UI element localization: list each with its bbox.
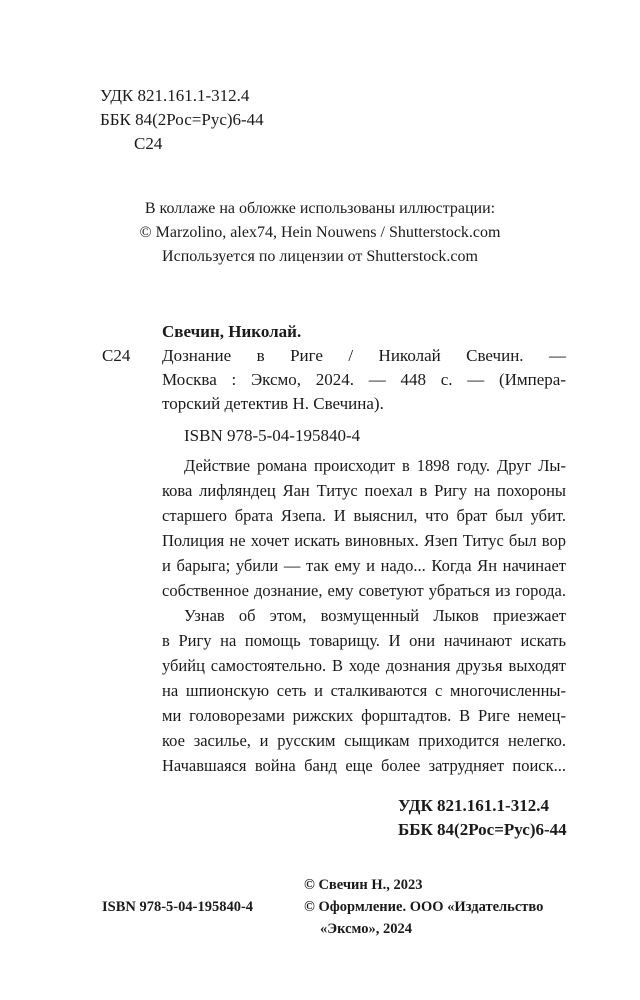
description-line-3: торский детектив Н. Свечина). (162, 394, 384, 413)
annotation-line: ми головорезами рижских форштадтов. В Риге немец- (162, 706, 566, 725)
isbn-line: ISBN 978-5-04-195840-4 (184, 426, 361, 445)
annotation-line: Начавшаяся война банд еще более затрудняет поиск... (162, 756, 566, 775)
footer-isbn: ISBN 978-5-04-195840-4 (102, 899, 254, 915)
annotation-line: собственное дознание, ему советуют убраться из города. (162, 581, 566, 600)
cover-credits-line-1: В коллаже на обложке использованы иллюстрации: (144, 200, 496, 217)
annotation-line: и барыга; убили — так ему и надо... Когда Ян начинает (162, 556, 566, 575)
bibliography-mark: С24 (102, 346, 131, 365)
annotation-line: убийц самостоятельно. В ходе дознания друзья выходят (162, 656, 566, 675)
annotation-line: на шпионскую сеть и сталкиваются с многочисленны- (162, 681, 566, 700)
annotation-line: Узнав об этом, возмущенный Лыков приезжает (184, 606, 566, 625)
copyright-design: © Оформление. ООО «Издательство (304, 899, 544, 915)
footer-bbk-code: ББК 84(2Рос=Рус)6-44 (398, 820, 567, 839)
annotation-line: Полиция не хочет искать виновных. Язеп Титус был вор (162, 531, 566, 550)
cover-credits-line-2: © Marzolino, alex74, Hein Nouwens / Shutterstock.com (139, 224, 501, 241)
copyright-publisher: «Эксмо», 2024 (320, 921, 412, 937)
annotation-line: в Ригу на помощь товарищу. И они начинают искать (162, 631, 566, 650)
description-line-2: Москва : Эксмо, 2024. — 448 с. — (Импера- (162, 370, 566, 389)
udk-code: УДК 821.161.1-312.4 (100, 86, 250, 105)
cover-credits-line-3: Используется по лицензии от Shutterstock.com (162, 248, 478, 265)
description-line-1: Дознание в Риге / Николай Свечин. — (162, 346, 566, 365)
annotation-line: Действие романа происходит в 1898 году. Друг Лы- (184, 456, 566, 475)
author-heading: Свечин, Николай. (162, 322, 302, 341)
footer-udk-code: УДК 821.161.1-312.4 (398, 796, 549, 815)
annotation-line: старшего брата Язепа. И выяснил, что брат был убит. (162, 506, 566, 525)
annotation-line: кова лифляндец Яан Титус поехал в Ригу на похороны (162, 481, 566, 500)
bbk-code: ББК 84(2Рос=Рус)6-44 (100, 110, 264, 129)
annotation-line: кое засилье, и русским сыщикам приходится нелегко. (162, 731, 566, 750)
copyright-author: © Свечин Н., 2023 (304, 877, 423, 893)
author-mark: С24 (134, 134, 163, 153)
